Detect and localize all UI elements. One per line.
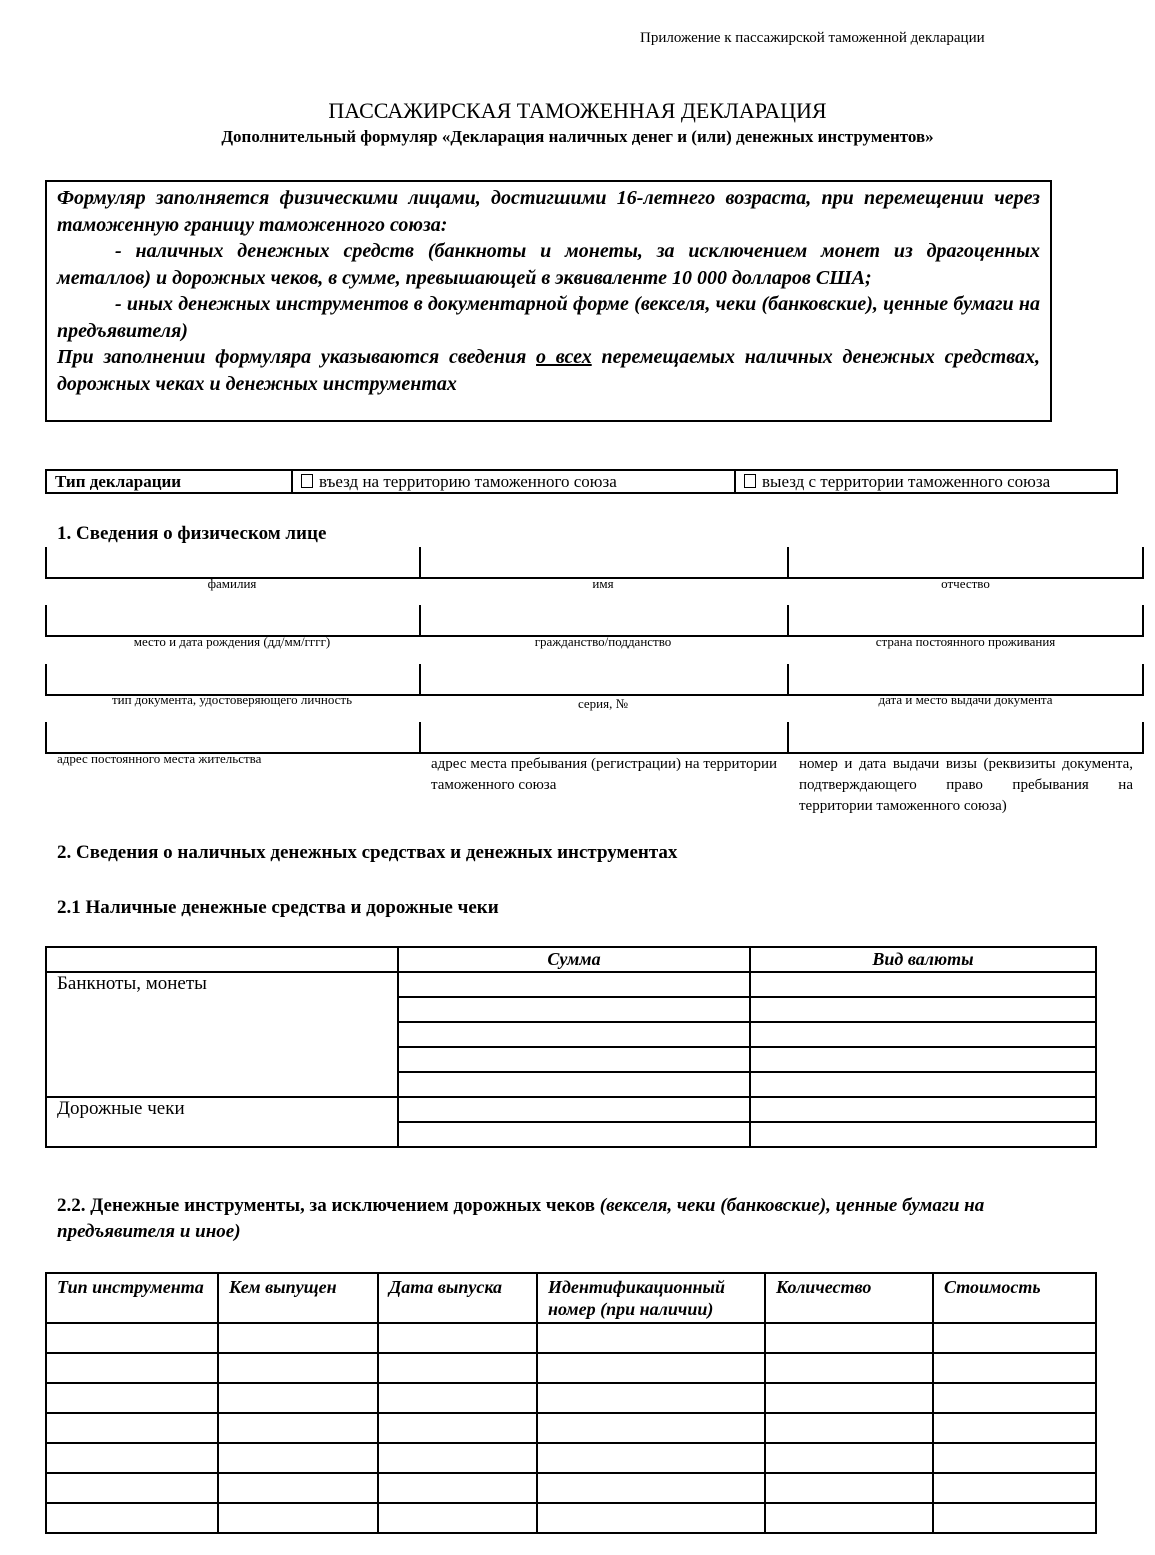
cash-table: [45, 946, 1097, 1148]
table-cell[interactable]: [46, 1323, 218, 1353]
table-row: [46, 1413, 1096, 1443]
stay-address-label: адрес места пребывания (регистрации) на территории таможенного союза: [431, 756, 777, 793]
instructions-p4-a: При заполнении формуляра указываются сведения: [57, 346, 537, 368]
row4-tick: [1142, 722, 1144, 752]
instructions-p4: [57, 344, 1040, 397]
entry-option[interactable]: [292, 470, 735, 493]
appendix-note: Приложение к пассажирской таможенной декларации: [640, 30, 985, 46]
instr-header-id: Идентификационный номер (при наличии): [537, 1273, 765, 1323]
amount-cell[interactable]: [398, 1047, 750, 1072]
table-cell[interactable]: [933, 1323, 1096, 1353]
section2-2-title-bold: 2.2. Денежные инструменты, за исключением дорожных чеков: [57, 1195, 600, 1216]
cash-header-empty: [46, 947, 398, 972]
table-cell[interactable]: [378, 1503, 537, 1533]
instructions-p2: - наличных денежных средств (банкноты и монеты, за исключением монет из драгоценных металлов) и дорожных чеков, в сумме, превышающей в эквиваленте 10 000 долларов США;: [57, 240, 1040, 289]
currency-cell[interactable]: [750, 1022, 1096, 1047]
section1-title: 1. Сведения о физическом лице: [57, 523, 327, 544]
section2-2-title-italic: (векселя, чеки (банковские), ценные бумаги на предъявителя и иное): [57, 1195, 985, 1242]
row3-tick: [787, 664, 789, 694]
row2-tick: [45, 605, 47, 635]
amount-cell[interactable]: [398, 1022, 750, 1047]
table-cell[interactable]: [933, 1383, 1096, 1413]
section2-1-title: 2.1 Наличные денежные средства и дорожные чеки: [57, 897, 499, 918]
row1-tick: [787, 547, 789, 577]
section2-2-title: [57, 1193, 1097, 1245]
instr-header-value: Стоимость: [933, 1273, 1096, 1323]
table-cell[interactable]: [218, 1383, 378, 1413]
amount-cell[interactable]: [398, 997, 750, 1022]
currency-cell[interactable]: [750, 1072, 1096, 1097]
table-cell[interactable]: [378, 1383, 537, 1413]
row3-tick: [45, 664, 47, 694]
table-row: [46, 1383, 1096, 1413]
table-cell[interactable]: [46, 1443, 218, 1473]
currency-cell[interactable]: [750, 972, 1096, 997]
table-row: [46, 1353, 1096, 1383]
table-cell[interactable]: [933, 1413, 1096, 1443]
name-label: имя: [592, 576, 614, 591]
entry-label: въезд на территорию таможенного союза: [319, 471, 617, 491]
table-cell[interactable]: [765, 1503, 933, 1533]
table-cell[interactable]: [537, 1383, 765, 1413]
instr-header-quantity: Количество: [765, 1273, 933, 1323]
table-cell[interactable]: [46, 1353, 218, 1383]
table-row: [46, 1473, 1096, 1503]
table-cell[interactable]: [933, 1443, 1096, 1473]
table-cell[interactable]: [765, 1323, 933, 1353]
instructions-p3: - иных денежных инструментов в документарной форме (векселя, чеки (банковские), ценные бумаги на предъявителя): [57, 293, 1040, 342]
row2-line[interactable]: [45, 605, 1144, 637]
travel-checks-label: Дорожные чеки: [46, 1097, 398, 1147]
instr-header-date: Дата выпуска: [378, 1273, 537, 1323]
currency-cell[interactable]: [750, 1122, 1096, 1147]
row1-line[interactable]: [45, 547, 1144, 579]
section2-title: 2. Сведения о наличных денежных средствах и денежных инструментах: [57, 842, 678, 863]
currency-cell[interactable]: [750, 1097, 1096, 1122]
row3-tick: [1142, 664, 1144, 694]
row4-tick: [45, 722, 47, 752]
table-cell[interactable]: [218, 1473, 378, 1503]
table-cell[interactable]: [218, 1503, 378, 1533]
table-cell[interactable]: [537, 1413, 765, 1443]
table-cell[interactable]: [378, 1473, 537, 1503]
table-cell[interactable]: [218, 1443, 378, 1473]
instructions-p4-b: перемещаемых наличных денежных средствах, дорожных чеках и денежных инструментах: [57, 346, 1040, 395]
table-cell[interactable]: [46, 1473, 218, 1503]
table-cell[interactable]: [378, 1443, 537, 1473]
exit-option[interactable]: [735, 470, 1117, 493]
instructions-box: [45, 180, 1052, 422]
row2-tick: [1142, 605, 1144, 635]
id-doc-type-label: тип документа, удостоверяющего личность: [111, 692, 353, 707]
amount-cell[interactable]: [398, 972, 750, 997]
currency-cell[interactable]: [750, 1047, 1096, 1072]
row1-tick: [1142, 547, 1144, 577]
cash-header-amount: Сумма: [398, 947, 750, 972]
row4-tick: [787, 722, 789, 752]
row4-tick: [419, 722, 421, 752]
table-row: [46, 1323, 1096, 1353]
residence-country-label: страна постоянного проживания: [875, 634, 1056, 649]
patronymic-label: отчество: [941, 576, 990, 591]
doc-issue-label: дата и место выдачи документа: [878, 692, 1053, 707]
table-cell[interactable]: [378, 1323, 537, 1353]
instr-header-type: Тип инструмента: [46, 1273, 218, 1323]
table-cell[interactable]: [765, 1413, 933, 1443]
instr-header-issuer: Кем выпущен: [218, 1273, 378, 1323]
table-cell[interactable]: [933, 1503, 1096, 1533]
table-cell[interactable]: [765, 1443, 933, 1473]
instruments-table: [45, 1272, 1097, 1534]
amount-cell[interactable]: [398, 1122, 750, 1147]
table-cell[interactable]: [46, 1413, 218, 1443]
table-cell[interactable]: [378, 1413, 537, 1443]
table-cell[interactable]: [765, 1353, 933, 1383]
table-cell[interactable]: [378, 1353, 537, 1383]
table-row: [46, 1503, 1096, 1533]
series-number-label: серия, №: [577, 696, 629, 711]
exit-checkbox[interactable]: [744, 474, 756, 488]
table-cell[interactable]: [537, 1443, 765, 1473]
table-cell[interactable]: [537, 1473, 765, 1503]
table-cell[interactable]: [218, 1323, 378, 1353]
table-cell[interactable]: [537, 1503, 765, 1533]
banknotes-label: Банкноты, монеты: [46, 972, 398, 1097]
row3-tick: [419, 664, 421, 694]
currency-cell[interactable]: [750, 997, 1096, 1022]
entry-checkbox[interactable]: [301, 474, 313, 488]
table-cell[interactable]: [46, 1383, 218, 1413]
table-cell[interactable]: [218, 1413, 378, 1443]
permanent-address-label: адрес постоянного места жительства: [57, 751, 262, 766]
exit-label: выезд с территории таможенного союза: [762, 471, 1051, 491]
visa-label: номер и дата выдачи визы (реквизиты документа, подтверждающего право пребывания на территории таможенного союза): [799, 756, 1133, 814]
table-cell[interactable]: [933, 1353, 1096, 1383]
declaration-type-label: Тип декларации: [46, 470, 292, 493]
surname-label: фамилия: [207, 576, 257, 591]
birth-label: место и дата рождения (дд/мм/гггг): [133, 634, 331, 649]
page-subtitle: Дополнительный формуляр «Декларация наличных денег и (или) денежных инструментов»: [221, 127, 934, 146]
instructions-p4-emph: о всех: [536, 346, 592, 368]
amount-cell[interactable]: [398, 1097, 750, 1122]
row1-tick: [419, 547, 421, 577]
table-cell[interactable]: [46, 1503, 218, 1533]
row1-tick: [45, 547, 47, 577]
table-cell[interactable]: [933, 1473, 1096, 1503]
cash-header-currency: Вид валюты: [750, 947, 1096, 972]
table-cell[interactable]: [537, 1323, 765, 1353]
page-title: ПАССАЖИРСКАЯ ТАМОЖЕННАЯ ДЕКЛАРАЦИЯ: [328, 98, 827, 123]
table-cell[interactable]: [765, 1383, 933, 1413]
instructions-p1: Формуляр заполняется физическими лицами, достигшими 16-летнего возраста, при перемещении через таможенную границу таможенного союза:: [57, 187, 1040, 236]
row2-tick: [787, 605, 789, 635]
row2-tick: [419, 605, 421, 635]
table-cell[interactable]: [218, 1353, 378, 1383]
citizenship-label: гражданство/подданство: [534, 634, 672, 649]
amount-cell[interactable]: [398, 1072, 750, 1097]
declaration-type-table: [45, 469, 1118, 494]
table-cell[interactable]: [537, 1353, 765, 1383]
table-row: [46, 1443, 1096, 1473]
row4-line[interactable]: [45, 722, 1144, 754]
table-cell[interactable]: [765, 1473, 933, 1503]
